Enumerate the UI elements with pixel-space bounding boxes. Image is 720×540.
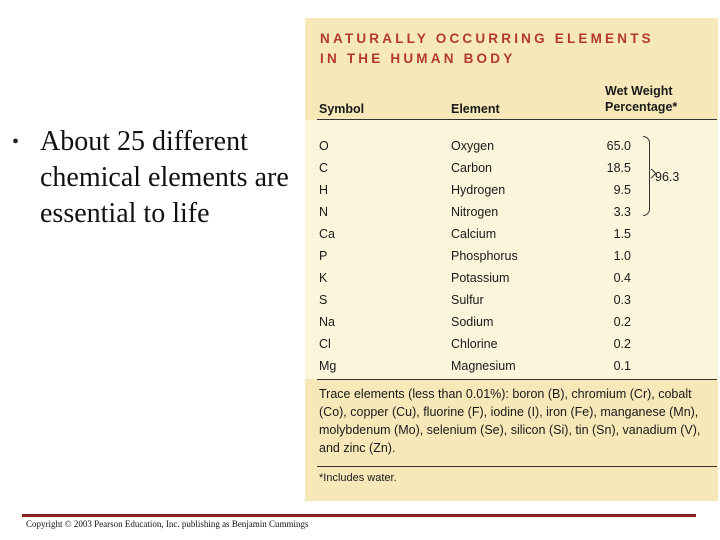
cell-weight: 0.3: [613, 293, 631, 307]
cell-symbol: K: [319, 271, 328, 285]
cell-weight: 3.3: [613, 205, 631, 219]
table-bottom-divider: [317, 379, 717, 380]
table-row: [305, 289, 718, 311]
table-title-line-2: IN THE HUMAN BODY: [320, 51, 516, 66]
cell-element: Nitrogen: [451, 205, 499, 219]
cell-symbol: P: [319, 249, 328, 263]
cell-weight: 9.5: [613, 183, 631, 197]
cell-weight: 18.5: [606, 161, 631, 175]
footnote: *Includes water.: [319, 472, 397, 484]
cell-element: Potassium: [451, 271, 510, 285]
header-weight-line-1: Wet Weight: [605, 84, 673, 98]
brace-total: 96.3: [655, 170, 680, 184]
bullet-mark: •: [12, 131, 20, 153]
cell-element: Sulfur: [451, 293, 484, 307]
cell-symbol: Ca: [319, 227, 335, 241]
cell-symbol: Mg: [319, 359, 337, 373]
table-row: [305, 223, 718, 245]
table-body: [305, 120, 718, 379]
cell-symbol: H: [319, 183, 329, 197]
header-weight-line-2: Percentage*: [605, 100, 678, 114]
cell-weight: 0.2: [613, 315, 631, 329]
cell-weight: 65.0: [606, 139, 631, 153]
table-row: [305, 355, 718, 377]
header-element: Element: [451, 102, 500, 116]
footer-rule: [22, 514, 696, 517]
table-row: [305, 311, 718, 333]
table-row: [305, 333, 718, 355]
cell-weight: 0.2: [613, 337, 631, 351]
cell-weight: 1.5: [613, 227, 631, 241]
cell-element: Carbon: [451, 161, 492, 175]
cell-symbol: O: [319, 139, 329, 153]
cell-symbol: C: [319, 161, 329, 175]
trace-elements-note: Trace elements (less than 0.01%): boron (B), chromium (Cr), cobalt (Co), copper (Cu), fluorine (F), iodine (I), iron (Fe), manganese (Mn), molybdenum (Mo), selenium (Se), silicon (Si), tin (Sn), vanadium (V), and zinc (Zn).: [319, 387, 701, 455]
cell-weight: 0.1: [613, 359, 631, 373]
copyright-text: Copyright © 2003 Pearson Education, Inc. publishing as Benjamin Cummings: [26, 519, 309, 529]
table-title-line-1: NATURALLY OCCURRING ELEMENTS: [320, 31, 654, 46]
cell-weight: 1.0: [613, 249, 631, 263]
cell-element: Phosphorus: [451, 249, 518, 263]
table-title: [320, 29, 654, 69]
cell-symbol: N: [319, 205, 329, 219]
bullet-point: [10, 124, 300, 232]
cell-element: Calcium: [451, 227, 497, 241]
table-row: [305, 267, 718, 289]
table-row: [305, 135, 718, 157]
cell-element: Magnesium: [451, 359, 516, 373]
cell-weight: 0.4: [613, 271, 631, 285]
cell-element: Chlorine: [451, 337, 498, 351]
cell-symbol: Cl: [319, 337, 331, 351]
footnote-divider: [317, 466, 717, 467]
bullet-text: About 25 different chemical elements are essential to life: [40, 126, 289, 229]
cell-symbol: Na: [319, 315, 335, 329]
cell-element: Sodium: [451, 315, 494, 329]
elements-table-panel: [305, 18, 718, 501]
cell-symbol: S: [319, 293, 328, 307]
header-symbol: Symbol: [319, 102, 365, 116]
cell-element: Hydrogen: [451, 183, 506, 197]
table-row: [305, 201, 718, 223]
cell-element: Oxygen: [451, 139, 495, 153]
table-row: [305, 245, 718, 267]
